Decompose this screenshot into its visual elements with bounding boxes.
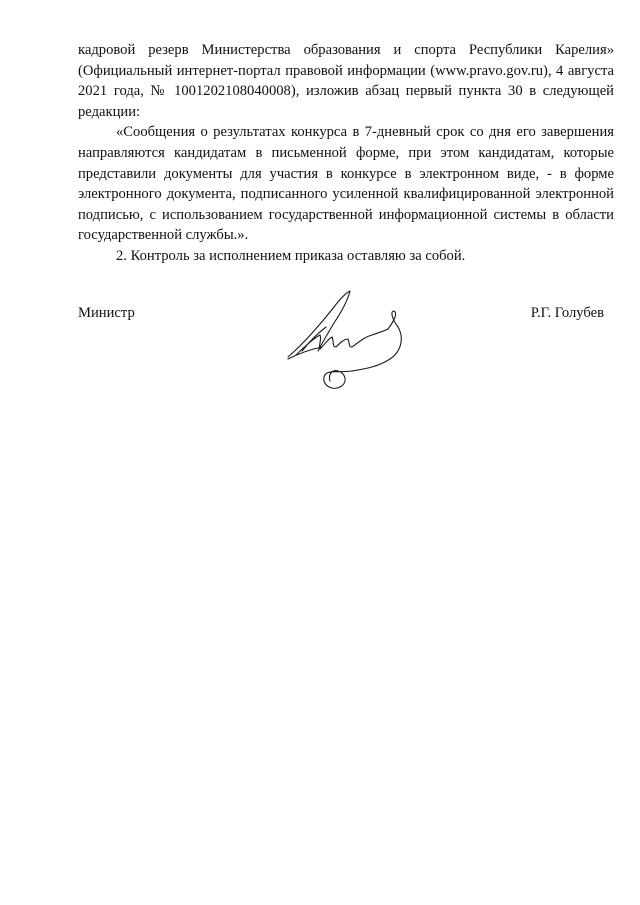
handwritten-signature <box>282 285 412 400</box>
signatory-name: Р.Г. Голубев <box>530 305 604 321</box>
document-body <box>78 40 614 267</box>
paragraph-continuation: кадровой резерв Министерства образования и спорта Республики Карелия» (Официальный интернет-портал правовой информации (www.pravo.gov.ru), 4 августа 2021 года, № 1001202108040008), изложив абзац первый пункта 30 в следующей редакции: <box>78 42 614 120</box>
signatory-title: Министр <box>78 305 135 321</box>
paragraph-quoted-amendment: «Сообщения о результатах конкурса в 7-дневный срок со дня его завершения направляются кандидатам в письменной форме, при этом кандидатам, которые представили документы для участия в конкурсе в электронном виде, - в форме электронного документа, подписанного усиленной квалифицированной электронной подписью, с использованием государственной информационной системы в области государственной службы.». <box>78 124 614 244</box>
paragraph-control-clause: 2. Контроль за исполнением приказа оставляю за собой. <box>116 247 466 264</box>
